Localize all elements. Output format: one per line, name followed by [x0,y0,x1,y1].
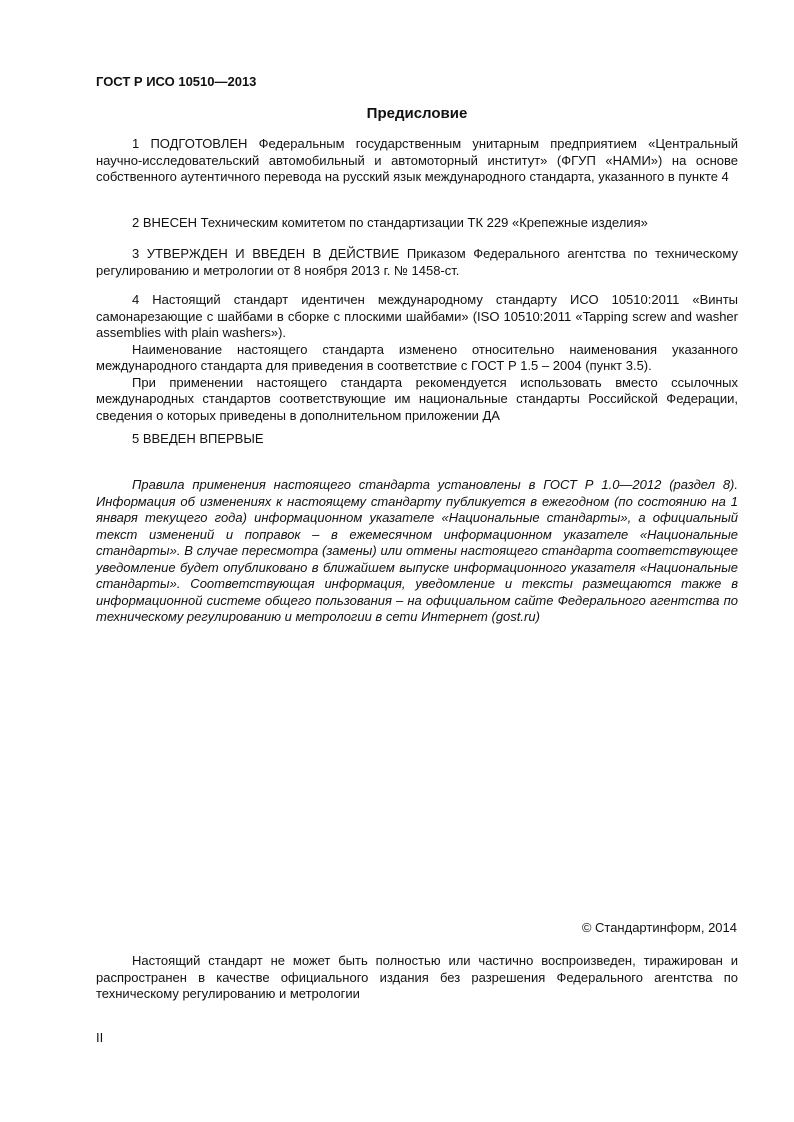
item-2-text: 2 ВНЕСЕН Техническим комитетом по стандартизации ТК 229 «Крепежные изделия» [132,215,648,230]
item-3-text: 3 УТВЕРЖДЕН И ВВЕДЕН В ДЕЙСТВИЕ Приказом Федерального агентства по техническому регулированию и метрологии от 8 ноября 2013 г. № 1458-ст. [96,246,738,278]
notice-block [96,477,738,626]
item-4-usage-note: При применении настоящего стандарта рекомендуется использовать вместо ссылочных международных стандартов соответствующие им национальные стандарты Российской Федерации, сведения о которых приведены в дополнительном приложении ДА [96,374,738,423]
item-3 [96,246,738,279]
copyright: © Стандартинформ, 2014 [581,920,737,935]
item-4-text: 4 Настоящий стандарт идентичен международному стандарту ИСО 10510:2011 «Винты самонарезающие с шайбами в сборке с плоскими шайбами» (ISO 10510:2011 «Tapping screw and washer assemblies with plain washers»). [96,292,738,340]
item-1-text: 1 ПОДГОТОВЛЕН Федеральным государственным унитарным предприятием «Центральный научно-исследовательский автомобильный и автомоторный институт» (ФГУП «НАМИ») на основе собственного аутентичного перевода на русский язык международного стандарта, указанного в пункте 4 [96,136,738,184]
page-title: Предисловие [366,105,468,122]
item-4-rename-note: Наименование настоящего стандарта изменено относительно наименования указанного международного стандарта для приведения в соответствие с ГОСТ Р 1.5 – 2004 (пункт 3.5). [96,341,738,373]
item-2 [96,215,738,232]
item-5 [96,431,738,448]
notice-text: Правила применения настоящего стандарта установлены в ГОСТ Р 1.0—2012 (раздел 8). Информация об изменениях к настоящему стандарту публикуется в ежегодном (по состоянию на 1 января текущего года) информационном указателе «Национальные стандарты», а официальный текст изменений и поправок – в ежемесячном информационном указателе «Национальные стандарты». В случае пересмотра (замены) или отмены настоящего стандарта соответствующее уведомление будет опубликовано в ближайшем выпуске информационного указателя «Национальные стандарты». Соответствующая информация, уведомление и тексты размещаются также в информационной системе общего пользования – на официальном сайте Федерального агентства по техническому регулированию и метрологии в сети Интернет (gost.ru) [96,477,738,624]
item-4 [96,292,738,424]
reproduction-text: Настоящий стандарт не может быть полностью или частично воспроизведен, тиражирован и распространен в качестве официального издания без разрешения Федерального агентства по техническому регулированию и метрологии [96,953,738,1001]
item-5-text: 5 ВВЕДЕН ВПЕРВЫЕ [132,431,264,446]
page-number: II [96,1030,104,1045]
reproduction-notice [96,953,738,1003]
document-code: ГОСТ Р ИСО 10510—2013 [96,74,257,89]
item-1 [96,136,738,186]
